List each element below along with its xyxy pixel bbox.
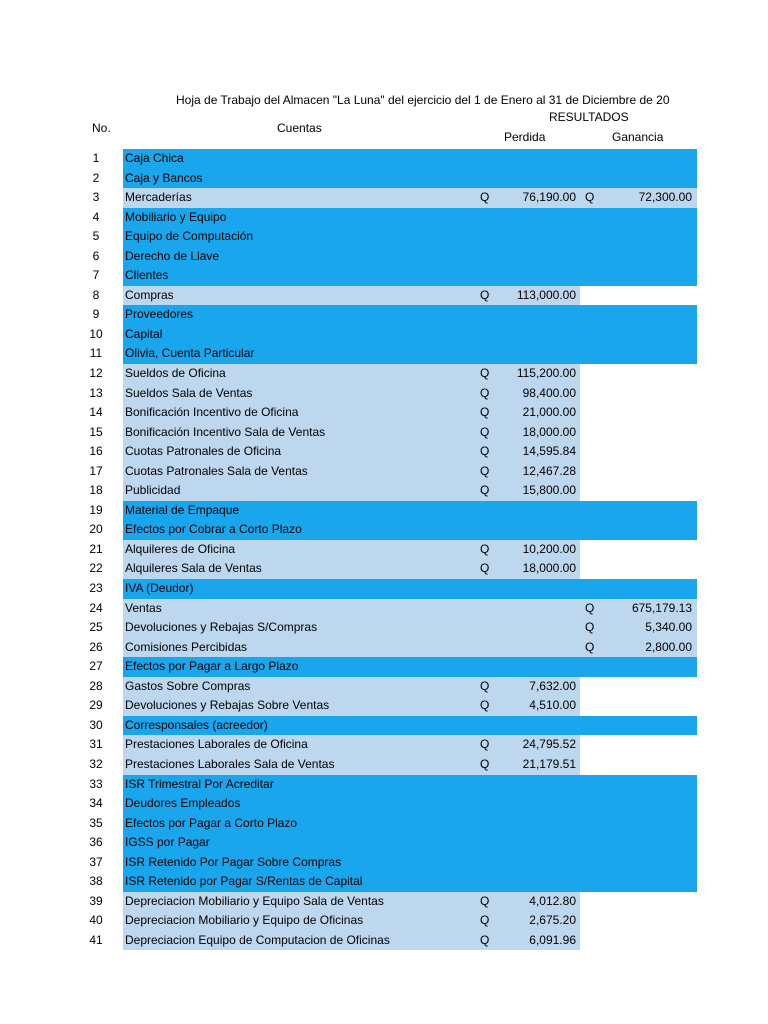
row-number: 14 [89,405,103,420]
table-row[interactable] [0,775,768,795]
perdida-value: 98,400.00 [522,385,576,400]
row-number: 41 [89,932,103,947]
perdida-currency: Q [480,737,490,752]
row-number: 31 [89,737,103,752]
row-number: 22 [89,561,103,576]
perdida-value: 7,632.00 [529,678,576,693]
perdida-value: 10,200.00 [522,541,576,556]
account-name: Capital [125,326,163,341]
column-header-perdida: Perdida [504,130,546,144]
perdida-currency: Q [480,913,490,928]
table-row[interactable] [0,911,768,931]
row-fill [123,149,697,169]
table-row[interactable] [0,677,768,697]
account-name: Publicidad [125,483,181,498]
row-number: 35 [89,815,103,830]
table-row[interactable] [0,814,768,834]
account-name: IVA (Deudor) [125,581,194,596]
account-name: IGSS por Pagar [125,835,210,850]
table-row[interactable] [0,462,768,482]
table-row[interactable] [0,520,768,540]
row-number: 4 [92,209,100,224]
table-row[interactable] [0,638,768,658]
column-header-no: No. [92,121,111,135]
table-row[interactable] [0,931,768,951]
account-name: Efectos por Cobrar a Corto Plazo [125,522,302,537]
account-name: Caja y Bancos [125,170,203,185]
row-number: 8 [92,287,100,302]
table-row[interactable] [0,716,768,736]
perdida-currency: Q [480,561,490,576]
table-row[interactable] [0,325,768,345]
ganancia-currency: Q [585,620,595,635]
perdida-value: 113,000.00 [516,287,576,302]
row-number: 10 [89,326,103,341]
table-row[interactable] [0,579,768,599]
row-number: 40 [89,913,103,928]
table-row[interactable] [0,344,768,364]
row-fill [123,169,697,189]
row-number: 3 [92,190,100,205]
row-number: 6 [92,248,100,263]
perdida-value: 21,000.00 [522,405,576,420]
account-name: Derecho de Llave [125,248,220,263]
row-number: 16 [89,444,103,459]
account-name: Compras [125,287,174,302]
row-number: 27 [89,659,103,674]
perdida-value: 115,200.00 [516,366,576,381]
table-row[interactable] [0,227,768,247]
account-name: Sueldos de Oficina [125,366,226,381]
table-row[interactable] [0,735,768,755]
perdida-value: 12,467.28 [522,463,576,478]
table-row[interactable] [0,833,768,853]
perdida-value: 76,190.00 [522,190,576,205]
row-number: 2 [92,170,100,185]
account-name: Devoluciones y Rebajas Sobre Ventas [125,698,330,713]
account-name: Depreciacion Equipo de Computacion de Oficinas [125,932,390,947]
perdida-value: 24,795.52 [522,737,576,752]
row-number: 29 [89,698,103,713]
row-number: 39 [89,893,103,908]
account-name: Equipo de Computación [125,229,254,244]
row-number: 19 [89,502,103,517]
table-row[interactable] [0,501,768,521]
table-row[interactable] [0,540,768,560]
perdida-value: 18,000.00 [522,424,576,439]
account-name: Olivia, Cuenta Particular [125,346,255,361]
account-name: Depreciacion Mobiliario y Equipo Sala de Ventas [125,893,384,908]
perdida-currency: Q [480,483,490,498]
perdida-currency: Q [480,932,490,947]
perdida-currency: Q [480,678,490,693]
account-name: ISR Trimestral Por Acreditar [125,776,274,791]
table-row[interactable] [0,266,768,286]
perdida-currency: Q [480,756,490,771]
table-row[interactable] [0,403,768,423]
perdida-value: 14,595.84 [522,444,576,459]
row-number: 34 [89,796,103,811]
perdida-value: 4,510.00 [529,698,576,713]
ganancia-value: 2,800.00 [645,639,692,654]
perdida-currency: Q [480,405,490,420]
table-row[interactable] [0,364,768,384]
row-number: 15 [89,424,103,439]
account-name: Prestaciones Laborales de Oficina [125,737,308,752]
table-row[interactable] [0,305,768,325]
row-number: 7 [92,268,100,283]
perdida-currency: Q [480,463,490,478]
perdida-value: 2,675.20 [529,913,576,928]
row-number: 11 [89,346,103,361]
account-name: Proveedores [125,307,194,322]
table-row[interactable] [0,853,768,873]
row-fill [123,325,697,345]
row-number: 17 [89,463,103,478]
ganancia-value: 675,179.13 [631,600,692,615]
account-name: Deudores Empleados [125,796,241,811]
account-name: Prestaciones Laborales Sala de Ventas [125,756,335,771]
account-name: Depreciacion Mobiliario y Equipo de Oficinas [125,913,364,928]
account-name: Bonificación Incentivo Sala de Ventas [125,424,326,439]
account-name: Clientes [125,268,169,283]
ganancia-value: 72,300.00 [638,190,692,205]
account-name: Caja Chica [125,151,184,165]
table-row[interactable] [0,755,768,775]
ganancia-value: 5,340.00 [645,620,692,635]
column-header-cuentas: Cuentas [277,121,322,135]
table-row[interactable] [0,892,768,912]
account-name: Gastos Sobre Compras [125,678,251,693]
table-row[interactable] [0,696,768,716]
perdida-currency: Q [480,893,490,908]
accounts-table [0,149,768,950]
perdida-value: 18,000.00 [522,561,576,576]
row-number: 30 [89,717,103,732]
perdida-currency: Q [480,698,490,713]
row-number: 18 [89,483,103,498]
table-row[interactable] [0,657,768,677]
account-name: ISR Retenido Por Pagar Sobre Compras [125,854,342,869]
table-row[interactable] [0,794,768,814]
row-number: 25 [89,620,103,635]
account-name: Comisiones Percibidas [125,639,248,654]
row-number: 12 [89,366,103,381]
table-row[interactable] [0,208,768,228]
row-number: 28 [89,678,103,693]
ganancia-currency: Q [585,639,595,654]
perdida-value: 15,800.00 [522,483,576,498]
table-row[interactable] [0,599,768,619]
row-number: 21 [89,541,103,556]
table-row[interactable] [0,423,768,443]
perdida-currency: Q [480,541,490,556]
table-row[interactable] [0,188,768,208]
perdida-value: 4,012.80 [529,893,576,908]
table-row[interactable] [0,481,768,501]
column-header-resultados: RESULTADOS [549,110,629,124]
row-number: 20 [89,522,103,537]
table-row[interactable] [0,872,768,892]
account-name: Mobiliario y Equipo [125,209,227,224]
perdida-currency: Q [480,190,490,205]
perdida-value: 6,091.96 [529,932,576,947]
perdida-currency: Q [480,424,490,439]
row-fill [123,305,697,325]
table-row[interactable] [0,286,768,306]
account-name: Material de Empaque [125,502,240,517]
row-number: 5 [92,229,100,244]
account-name: Corresponsales (acreedor) [125,717,268,732]
table-row[interactable] [0,559,768,579]
row-number: 32 [89,756,103,771]
row-fill [123,266,697,286]
row-fill [123,579,697,599]
account-name: Alquileres de Oficina [125,541,236,556]
account-name: Efectos por Pagar a Corto Plazo [125,815,298,830]
ganancia-currency: Q [585,600,595,615]
row-number: 37 [89,854,103,869]
table-row[interactable] [0,442,768,462]
account-name: Ventas [125,600,162,615]
account-name: Sueldos Sala de Ventas [125,385,253,400]
account-name: Mercaderías [125,190,192,205]
table-row[interactable] [0,618,768,638]
table-row[interactable] [0,384,768,404]
row-number: 33 [89,776,103,791]
account-name: ISR Retenido por Pagar S/Rentas de Capital [125,874,363,889]
table-row[interactable] [0,149,768,169]
perdida-currency: Q [480,385,490,400]
row-number: 13 [89,385,103,400]
perdida-value: 21,179.51 [522,756,576,771]
account-name: Cuotas Patronales Sala de Ventas [125,463,308,478]
table-row[interactable] [0,169,768,189]
account-name: Efectos por Pagar a Largo Plazo [125,659,299,674]
row-number: 38 [89,874,103,889]
column-header-ganancia: Ganancia [612,130,664,144]
table-row[interactable] [0,247,768,267]
row-number: 24 [89,600,103,615]
perdida-currency: Q [480,444,490,459]
perdida-currency: Q [480,366,490,381]
row-number: 36 [89,835,103,850]
row-number: 1 [92,151,100,165]
account-name: Cuotas Patronales de Oficina [125,444,282,459]
row-number: 26 [89,639,103,654]
perdida-currency: Q [480,287,490,302]
row-number: 23 [89,581,103,596]
sheet-title: Hoja de Trabajo del Almacen "La Luna" del ejercicio del 1 de Enero al 31 de Diciembre de 20 [176,93,670,107]
account-name: Alquileres Sala de Ventas [125,561,262,576]
row-number: 9 [92,307,100,322]
account-name: Bonificación Incentivo de Oficina [125,405,299,420]
account-name: Devoluciones y Rebajas S/Compras [125,620,318,635]
ganancia-currency: Q [585,190,595,205]
